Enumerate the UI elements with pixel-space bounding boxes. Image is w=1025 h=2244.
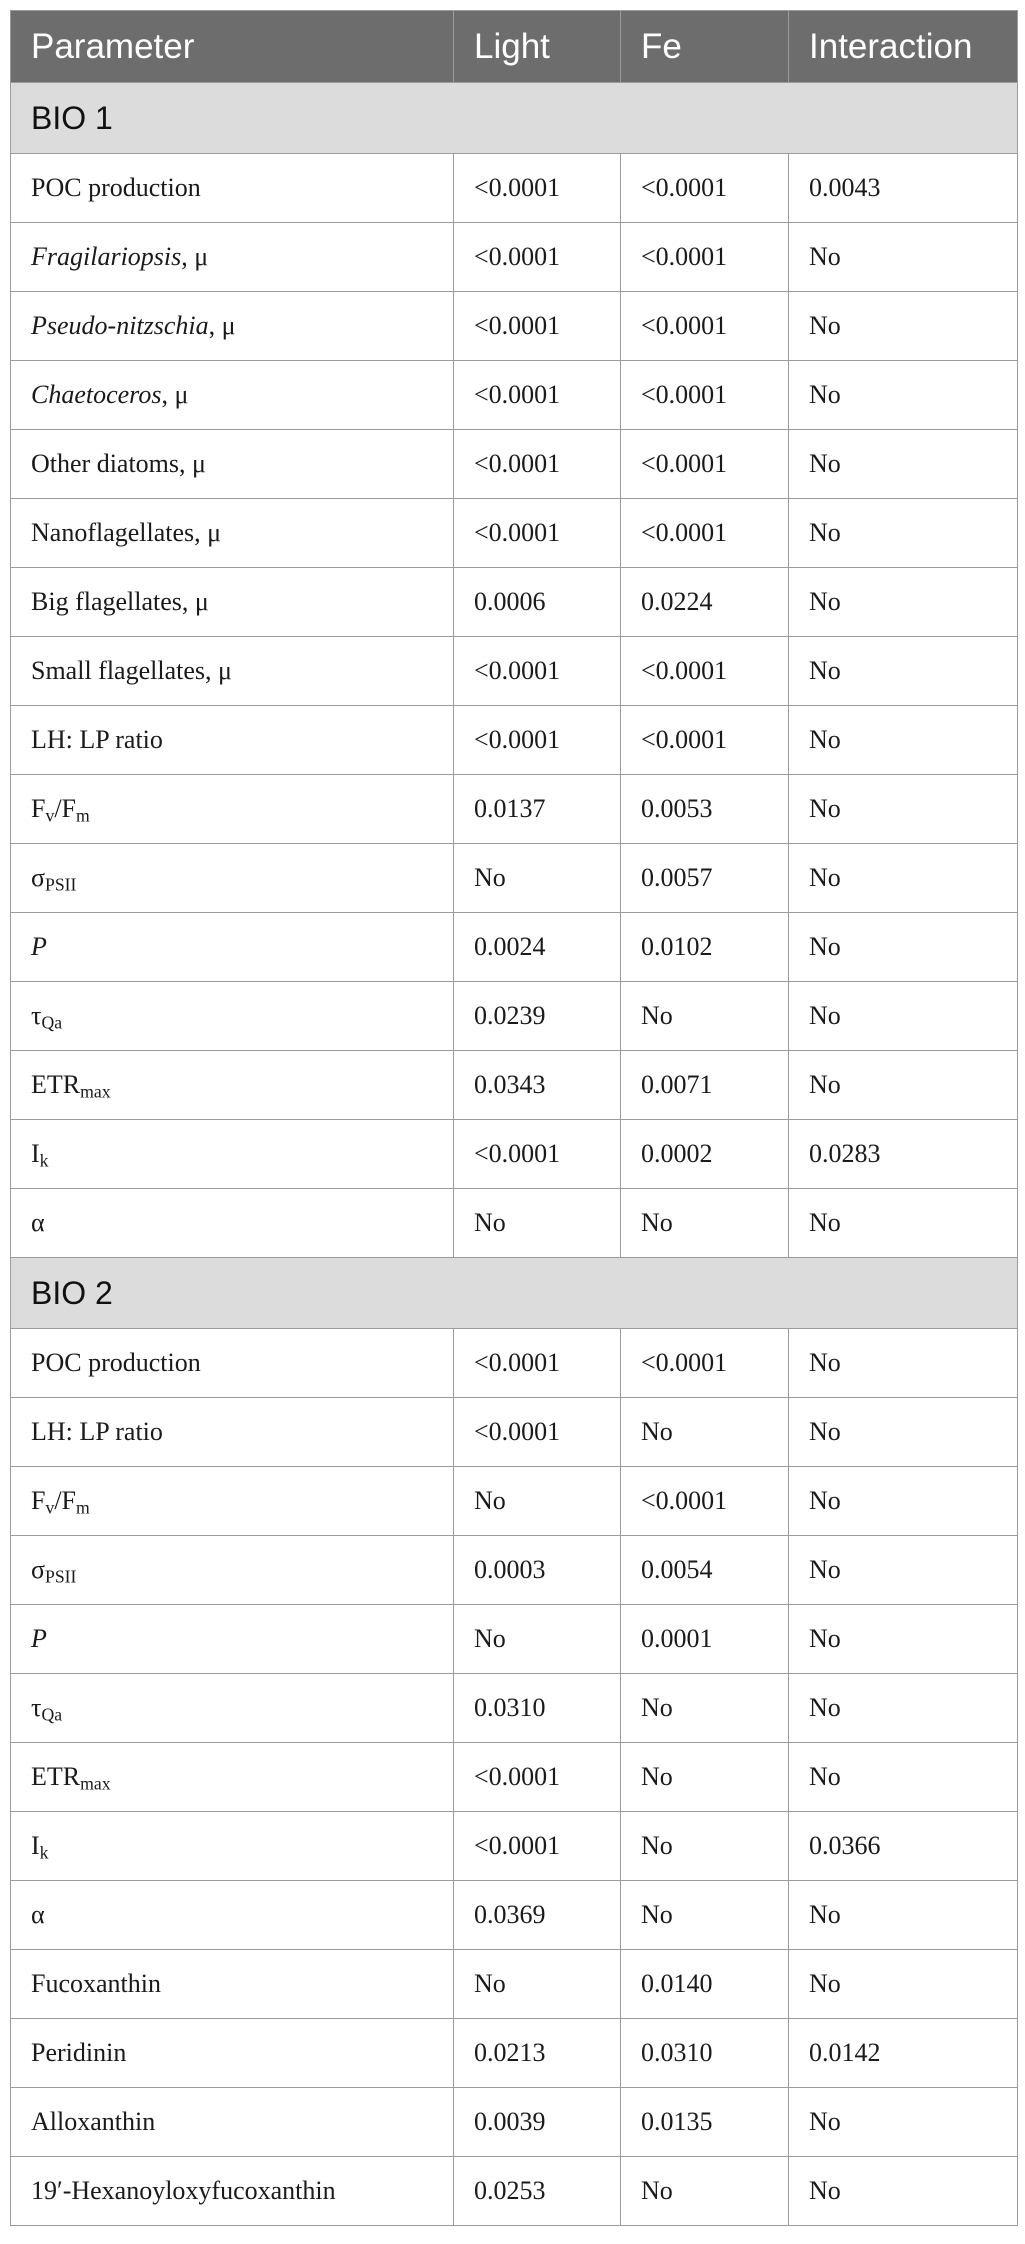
fe-cell: <0.0001 xyxy=(621,430,789,499)
table-row xyxy=(11,1536,1018,1605)
light-cell: <0.0001 xyxy=(454,637,621,706)
parameter-cell: $I_k$ xyxy=(11,1120,454,1189)
parameter-cell: Pseudo-nitzschia, μ xyxy=(11,292,454,361)
table-row xyxy=(11,1329,1018,1398)
parameter-cell: α xyxy=(11,1189,454,1258)
table-row xyxy=(11,1881,1018,1950)
parameter-cell: $F_v/F_m$ xyxy=(11,1467,454,1536)
section-title: BIO 2 xyxy=(11,1258,1018,1329)
table-row xyxy=(11,568,1018,637)
fe-cell: 0.0002 xyxy=(621,1120,789,1189)
interaction-cell: No xyxy=(789,2157,1018,2226)
table-row xyxy=(11,1189,1018,1258)
fe-cell: No xyxy=(621,1743,789,1812)
light-cell: <0.0001 xyxy=(454,1329,621,1398)
interaction-cell: No xyxy=(789,2088,1018,2157)
fe-cell: <0.0001 xyxy=(621,706,789,775)
interaction-cell: No xyxy=(789,1398,1018,1467)
table-body xyxy=(11,83,1018,2226)
interaction-cell: No xyxy=(789,223,1018,292)
interaction-cell: No xyxy=(789,706,1018,775)
parameter-cell: LH: LP ratio xyxy=(11,706,454,775)
fe-cell: <0.0001 xyxy=(621,1467,789,1536)
table-row xyxy=(11,1051,1018,1120)
light-cell: <0.0001 xyxy=(454,430,621,499)
fe-cell: <0.0001 xyxy=(621,223,789,292)
parameter-cell: Nanoflagellates, μ xyxy=(11,499,454,568)
table-row xyxy=(11,1812,1018,1881)
statistics-table xyxy=(10,10,1018,2226)
parameter-cell: $\sigma_{PSII}$ xyxy=(11,1536,454,1605)
header-fe: Fe xyxy=(621,11,789,83)
fe-cell: <0.0001 xyxy=(621,292,789,361)
fe-cell: 0.0135 xyxy=(621,2088,789,2157)
fe-cell: No xyxy=(621,1398,789,1467)
table-row xyxy=(11,2019,1018,2088)
parameter-cell: Chaetoceros, μ xyxy=(11,361,454,430)
table-row xyxy=(11,637,1018,706)
interaction-cell: No xyxy=(789,1881,1018,1950)
parameter-cell: Fragilariopsis, μ xyxy=(11,223,454,292)
light-cell: <0.0001 xyxy=(454,1743,621,1812)
table-row xyxy=(11,1467,1018,1536)
parameter-cell: α xyxy=(11,1881,454,1950)
section-row xyxy=(11,83,1018,154)
statistics-table-container xyxy=(10,10,1017,2226)
parameter-cell: 19′-Hexanoyloxyfucoxanthin xyxy=(11,2157,454,2226)
light-cell: <0.0001 xyxy=(454,223,621,292)
parameter-cell: P xyxy=(11,913,454,982)
table-row xyxy=(11,1950,1018,2019)
interaction-cell: No xyxy=(789,1536,1018,1605)
parameter-cell: Big flagellates, μ xyxy=(11,568,454,637)
parameter-cell: Fucoxanthin xyxy=(11,1950,454,2019)
light-cell: 0.0310 xyxy=(454,1674,621,1743)
light-cell: 0.0213 xyxy=(454,2019,621,2088)
table-row xyxy=(11,430,1018,499)
interaction-cell: 0.0283 xyxy=(789,1120,1018,1189)
table-row xyxy=(11,706,1018,775)
table-row xyxy=(11,1743,1018,1812)
section-row xyxy=(11,1258,1018,1329)
light-cell: 0.0253 xyxy=(454,2157,621,2226)
interaction-cell: 0.0366 xyxy=(789,1812,1018,1881)
fe-cell: <0.0001 xyxy=(621,499,789,568)
interaction-cell: No xyxy=(789,1674,1018,1743)
interaction-cell: No xyxy=(789,1051,1018,1120)
table-row xyxy=(11,2157,1018,2226)
light-cell: No xyxy=(454,1950,621,2019)
fe-cell: 0.0071 xyxy=(621,1051,789,1120)
parameter-cell: Small flagellates, μ xyxy=(11,637,454,706)
light-cell: No xyxy=(454,844,621,913)
header-parameter: Parameter xyxy=(11,11,454,83)
parameter-cell: Other diatoms, μ xyxy=(11,430,454,499)
table-row xyxy=(11,1605,1018,1674)
interaction-cell: No xyxy=(789,361,1018,430)
parameter-cell: POC production xyxy=(11,1329,454,1398)
fe-cell: No xyxy=(621,1812,789,1881)
light-cell: 0.0239 xyxy=(454,982,621,1051)
fe-cell: No xyxy=(621,1881,789,1950)
light-cell: 0.0343 xyxy=(454,1051,621,1120)
table-row xyxy=(11,2088,1018,2157)
parameter-cell: Peridinin xyxy=(11,2019,454,2088)
table-row xyxy=(11,913,1018,982)
fe-cell: 0.0310 xyxy=(621,2019,789,2088)
light-cell: 0.0137 xyxy=(454,775,621,844)
parameter-cell: P xyxy=(11,1605,454,1674)
fe-cell: 0.0057 xyxy=(621,844,789,913)
light-cell: 0.0369 xyxy=(454,1881,621,1950)
interaction-cell: 0.0142 xyxy=(789,2019,1018,2088)
fe-cell: 0.0140 xyxy=(621,1950,789,2019)
table-row xyxy=(11,292,1018,361)
parameter-cell: $\tau_{Qa}$ xyxy=(11,1674,454,1743)
light-cell: 0.0024 xyxy=(454,913,621,982)
parameter-cell: $ETR_{max}$ xyxy=(11,1743,454,1812)
fe-cell: <0.0001 xyxy=(621,1329,789,1398)
interaction-cell: No xyxy=(789,1605,1018,1674)
interaction-cell: No xyxy=(789,292,1018,361)
fe-cell: 0.0001 xyxy=(621,1605,789,1674)
fe-cell: No xyxy=(621,2157,789,2226)
header-row xyxy=(11,11,1018,83)
interaction-cell: No xyxy=(789,913,1018,982)
light-cell: No xyxy=(454,1605,621,1674)
table-row xyxy=(11,361,1018,430)
light-cell: 0.0006 xyxy=(454,568,621,637)
light-cell: <0.0001 xyxy=(454,1398,621,1467)
interaction-cell: No xyxy=(789,1743,1018,1812)
table-row xyxy=(11,1398,1018,1467)
light-cell: 0.0039 xyxy=(454,2088,621,2157)
table-row xyxy=(11,1120,1018,1189)
table-row xyxy=(11,154,1018,223)
fe-cell: 0.0054 xyxy=(621,1536,789,1605)
table-row xyxy=(11,499,1018,568)
table-row xyxy=(11,1674,1018,1743)
interaction-cell: No xyxy=(789,982,1018,1051)
light-cell: <0.0001 xyxy=(454,706,621,775)
parameter-cell: $\tau_{Qa}$ xyxy=(11,982,454,1051)
light-cell: 0.0003 xyxy=(454,1536,621,1605)
header-light: Light xyxy=(454,11,621,83)
table-row xyxy=(11,982,1018,1051)
interaction-cell: No xyxy=(789,1467,1018,1536)
fe-cell: No xyxy=(621,982,789,1051)
light-cell: <0.0001 xyxy=(454,154,621,223)
parameter-cell: $F_v/F_m$ xyxy=(11,775,454,844)
light-cell: No xyxy=(454,1189,621,1258)
fe-cell: 0.0224 xyxy=(621,568,789,637)
parameter-cell: $ETR_{max}$ xyxy=(11,1051,454,1120)
fe-cell: No xyxy=(621,1674,789,1743)
fe-cell: 0.0053 xyxy=(621,775,789,844)
parameter-cell: $\sigma_{PSII}$ xyxy=(11,844,454,913)
fe-cell: <0.0001 xyxy=(621,154,789,223)
parameter-cell: LH: LP ratio xyxy=(11,1398,454,1467)
table-row xyxy=(11,775,1018,844)
table-row xyxy=(11,223,1018,292)
interaction-cell: No xyxy=(789,1189,1018,1258)
header-interaction: Interaction xyxy=(789,11,1018,83)
parameter-cell: POC production xyxy=(11,154,454,223)
light-cell: <0.0001 xyxy=(454,361,621,430)
light-cell: <0.0001 xyxy=(454,292,621,361)
fe-cell: <0.0001 xyxy=(621,361,789,430)
table-row xyxy=(11,844,1018,913)
light-cell: <0.0001 xyxy=(454,1812,621,1881)
interaction-cell: No xyxy=(789,1950,1018,2019)
interaction-cell: No xyxy=(789,775,1018,844)
light-cell: <0.0001 xyxy=(454,1120,621,1189)
fe-cell: No xyxy=(621,1189,789,1258)
parameter-cell: $I_k$ xyxy=(11,1812,454,1881)
interaction-cell: No xyxy=(789,844,1018,913)
interaction-cell: No xyxy=(789,637,1018,706)
section-title: BIO 1 xyxy=(11,83,1018,154)
interaction-cell: 0.0043 xyxy=(789,154,1018,223)
interaction-cell: No xyxy=(789,499,1018,568)
light-cell: <0.0001 xyxy=(454,499,621,568)
interaction-cell: No xyxy=(789,568,1018,637)
interaction-cell: No xyxy=(789,430,1018,499)
parameter-cell: Alloxanthin xyxy=(11,2088,454,2157)
interaction-cell: No xyxy=(789,1329,1018,1398)
fe-cell: 0.0102 xyxy=(621,913,789,982)
light-cell: No xyxy=(454,1467,621,1536)
fe-cell: <0.0001 xyxy=(621,637,789,706)
